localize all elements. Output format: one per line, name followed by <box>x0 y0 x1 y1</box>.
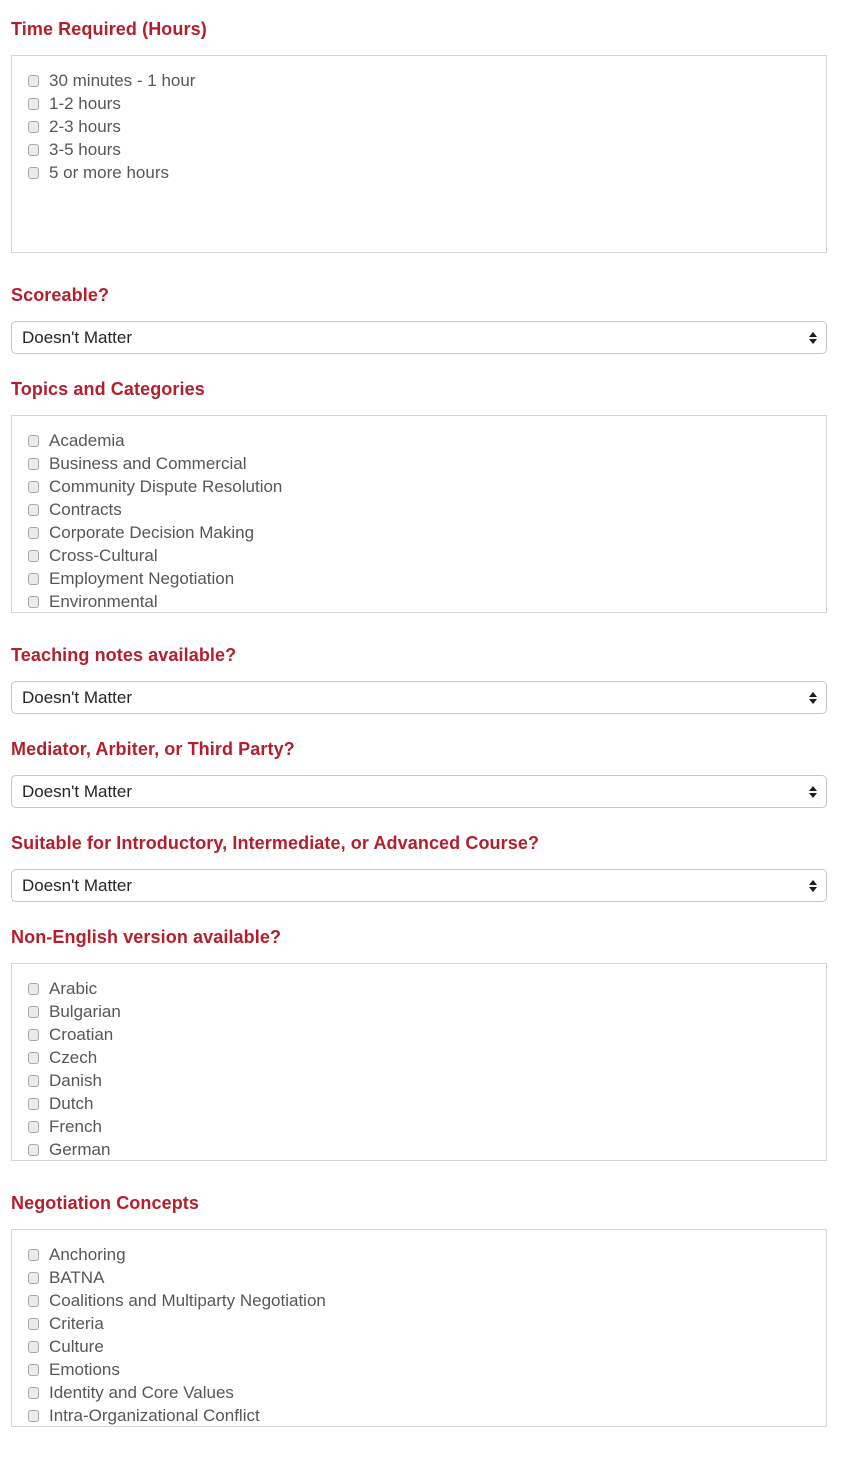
select-wrapper <box>11 775 827 808</box>
checkbox[interactable] <box>28 596 39 608</box>
filter-section-course-level <box>11 834 827 902</box>
section-title: Scoreable? <box>11 285 110 305</box>
filter-section-teaching-notes <box>11 646 827 714</box>
checkbox[interactable] <box>28 98 39 110</box>
checkbox-option-label: 2-3 hours <box>49 116 121 136</box>
checkbox-option-label: Danish <box>49 1070 102 1090</box>
filter-section-time-required <box>11 20 827 253</box>
checkbox-option[interactable] <box>28 69 816 92</box>
checkbox-option[interactable] <box>28 1243 816 1266</box>
checkbox-option[interactable] <box>28 1335 816 1358</box>
checkbox-option-label: Culture <box>49 1336 104 1356</box>
checkbox[interactable] <box>28 1121 39 1133</box>
checkbox-option-label: 5 or more hours <box>49 162 169 182</box>
checkbox[interactable] <box>28 1387 39 1399</box>
checkbox[interactable] <box>28 550 39 562</box>
checkbox-option-label: Dutch <box>49 1093 94 1113</box>
checkbox-option[interactable] <box>28 1069 816 1092</box>
checkbox-option[interactable] <box>28 1381 816 1404</box>
checkbox[interactable] <box>28 1318 39 1330</box>
section-title: Teaching notes available? <box>11 645 237 665</box>
checkbox-list-topics <box>11 415 827 613</box>
checkbox-option-label: 30 minutes - 1 hour <box>49 70 196 90</box>
checkbox-option-label: Environmental <box>49 591 158 611</box>
checkbox-option[interactable] <box>28 1312 816 1335</box>
checkbox-option-label: Arabic <box>49 978 98 998</box>
checkbox[interactable] <box>28 504 39 516</box>
checkbox[interactable] <box>28 167 39 179</box>
section-title: Negotiation Concepts <box>11 1193 200 1213</box>
checkbox[interactable] <box>28 144 39 156</box>
section-title: Non-English version available? <box>11 927 282 947</box>
select-wrapper <box>11 321 827 354</box>
checkbox-option-label: Criteria <box>49 1313 104 1333</box>
checkbox[interactable] <box>28 435 39 447</box>
checkbox-option[interactable] <box>28 521 816 544</box>
checkbox-option-label: 3-5 hours <box>49 139 121 159</box>
checkbox-option[interactable] <box>28 567 816 590</box>
checkbox-option-label: Czech <box>49 1047 98 1067</box>
course-level-select[interactable] <box>11 869 827 902</box>
checkbox[interactable] <box>28 1341 39 1353</box>
checkbox-option[interactable] <box>28 1138 816 1161</box>
checkbox-option[interactable] <box>28 1289 816 1312</box>
checkbox-option[interactable] <box>28 115 816 138</box>
checkbox[interactable] <box>28 1052 39 1064</box>
checkbox-option[interactable] <box>28 1023 816 1046</box>
checkbox[interactable] <box>28 1075 39 1087</box>
checkbox[interactable] <box>28 458 39 470</box>
checkbox-option[interactable] <box>28 1046 816 1069</box>
checkbox-option[interactable] <box>28 1115 816 1138</box>
checkbox-option-label: Anchoring <box>49 1244 126 1264</box>
checkbox-list-languages <box>11 963 827 1161</box>
checkbox[interactable] <box>28 75 39 87</box>
checkbox[interactable] <box>28 1006 39 1018</box>
checkbox-option[interactable] <box>28 590 816 613</box>
checkbox-option-label: Identity and Core Values <box>49 1382 234 1402</box>
checkbox-option-label: Business and Commercial <box>49 453 247 473</box>
checkbox-option-label: Croatian <box>49 1024 114 1044</box>
checkbox-option[interactable] <box>28 452 816 475</box>
checkbox-option[interactable] <box>28 1092 816 1115</box>
checkbox-option-label: Coalitions and Multiparty Negotiation <box>49 1290 326 1310</box>
checkbox[interactable] <box>28 1272 39 1284</box>
checkbox-option-label: Employment Negotiation <box>49 568 235 588</box>
checkbox[interactable] <box>28 121 39 133</box>
checkbox-option[interactable] <box>28 161 816 184</box>
section-title: Time Required (Hours) <box>11 19 207 39</box>
checkbox[interactable] <box>28 573 39 585</box>
checkbox-option[interactable] <box>28 138 816 161</box>
checkbox-option-label: Bulgarian <box>49 1001 121 1021</box>
checkbox-option[interactable] <box>28 1000 816 1023</box>
checkbox-option[interactable] <box>28 92 816 115</box>
checkbox[interactable] <box>28 527 39 539</box>
checkbox-option-label: Academia <box>49 430 125 450</box>
checkbox-option[interactable] <box>28 475 816 498</box>
checkbox[interactable] <box>28 1364 39 1376</box>
checkbox-option-label: BATNA <box>49 1267 105 1287</box>
filter-section-non-english <box>11 928 827 1161</box>
checkbox-option-label: Contracts <box>49 499 122 519</box>
section-title: Mediator, Arbiter, or Third Party? <box>11 739 295 759</box>
select-wrapper <box>11 869 827 902</box>
checkbox[interactable] <box>28 481 39 493</box>
checkbox-option[interactable] <box>28 977 816 1000</box>
checkbox-option[interactable] <box>28 1266 816 1289</box>
checkbox[interactable] <box>28 1249 39 1261</box>
scoreable-select[interactable] <box>11 321 827 354</box>
checkbox-option-label: Cross-Cultural <box>49 545 158 565</box>
section-title: Topics and Categories <box>11 379 205 399</box>
checkbox[interactable] <box>28 1144 39 1156</box>
checkbox-option-label: Community Dispute Resolution <box>49 476 283 496</box>
select-wrapper <box>11 681 827 714</box>
checkbox[interactable] <box>28 1295 39 1307</box>
checkbox-option[interactable] <box>28 544 816 567</box>
filter-section-negotiation-concepts <box>11 1194 827 1427</box>
teaching-notes-select[interactable] <box>11 681 827 714</box>
checkbox[interactable] <box>28 1029 39 1041</box>
checkbox[interactable] <box>28 1098 39 1110</box>
checkbox-option[interactable] <box>28 498 816 521</box>
filter-section-mediator <box>11 740 827 808</box>
checkbox-option-label: German <box>49 1139 111 1159</box>
checkbox-option[interactable] <box>28 429 816 452</box>
filter-section-scoreable <box>11 286 827 354</box>
checkbox-option-label: Corporate Decision Making <box>49 522 255 542</box>
checkbox-option-label: Emotions <box>49 1359 120 1379</box>
mediator-select[interactable] <box>11 775 827 808</box>
checkbox-option-label: French <box>49 1116 102 1136</box>
section-title: Suitable for Introductory, Intermediate, or Advanced Course? <box>11 833 540 853</box>
checkbox-option[interactable] <box>28 1358 816 1381</box>
filter-section-topics <box>11 380 827 613</box>
checkbox[interactable] <box>28 983 39 995</box>
checkbox-option-label: Intra-Organizational Conflict <box>49 1405 260 1425</box>
checkbox-option-label: 1-2 hours <box>49 93 121 113</box>
checkbox-option[interactable] <box>28 1404 816 1427</box>
checkbox-list-time-required <box>11 55 827 253</box>
checkbox-list-concepts <box>11 1229 827 1427</box>
checkbox[interactable] <box>28 1410 39 1422</box>
